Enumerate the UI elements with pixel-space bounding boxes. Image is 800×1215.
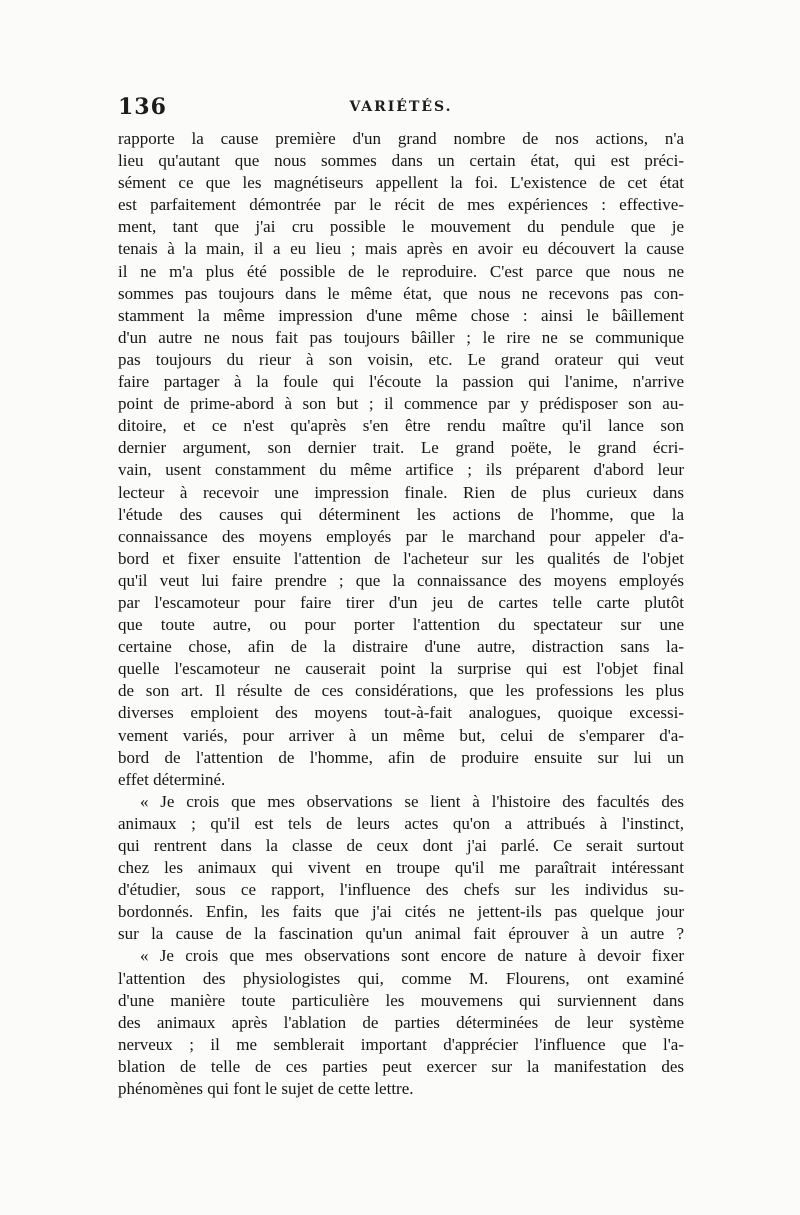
text-line: quelle l'escamoteur ne causerait point la surprise qui est l'objet final <box>118 659 684 679</box>
text-line: par l'escamoteur pour faire tirer d'un jeu de cartes telle carte plutôt <box>118 592 684 612</box>
page-number: 136 <box>118 94 167 120</box>
text-line: lecteur à recevoir une impression finale. Rien de plus curieux dans <box>118 482 684 502</box>
text-line: bord et fixer ensuite l'attention de l'acheteur sur les qualités de l'objet <box>118 548 684 568</box>
text-line: ment, tant que j'ai cru possible le mouvement du pendule que je <box>118 217 684 237</box>
text-line: nerveux ; il me semblerait important d'apprécier l'influence que l'a- <box>118 1034 684 1054</box>
text-line: diverses emploient des moyens tout-à-fait analogues, quoique excessi- <box>118 703 684 723</box>
text-line: connaissance des moyens employés par le marchand pour appeler d'a- <box>118 526 684 546</box>
text-line: l'attention des physiologistes qui, comme M. Flourens, ont examiné <box>118 968 684 988</box>
text-line: que toute autre, ou pour porter l'attention du spectateur sur une <box>118 615 684 635</box>
text-line: stamment la même impression d'une même chose : ainsi le bâillement <box>118 305 684 325</box>
text-line: pas toujours du rieur à son voisin, etc. Le grand orateur qui veut <box>118 349 684 369</box>
paragraph-end-line: effet déterminé. <box>118 769 226 789</box>
text-line: vement variés, pour arriver à un même but, celui de s'emparer d'a- <box>118 725 684 745</box>
text-line: des animaux après l'ablation de parties déterminées de leur système <box>118 1012 684 1032</box>
text-line: est parfaitement démontrée par le récit de mes expériences : effective- <box>118 195 684 215</box>
text-line: chez les animaux qui vivent en troupe qu'il me paraîtrait intéressant <box>118 858 684 878</box>
paragraph-end-line: phénomènes qui font le sujet de cette lettre. <box>118 1079 414 1099</box>
text-line: lieu qu'autant que nous sommes dans un certain état, qui est préci- <box>118 151 684 171</box>
text-line: d'une manière toute particulière les mouvemens qui surviennent dans <box>118 990 684 1010</box>
text-line: ditoire, et ce n'est qu'après s'en être rendu maître qu'il lance son <box>118 416 684 436</box>
page-header <box>118 94 684 124</box>
text-line: de son art. Il résulte de ces considérations, que les professions les plus <box>118 681 684 701</box>
text-line: vain, usent constamment du même artifice ; ils préparent d'abord leur <box>118 460 684 480</box>
text-line: point de prime-abord à son but ; il commence par y prédisposer son au- <box>118 394 684 414</box>
text-line: faire partager à la foule qui l'écoute la passion qui l'anime, n'arrive <box>118 372 684 392</box>
paragraph-start-line: « Je crois que mes observations se lient à l'histoire des facultés des <box>140 791 684 811</box>
text-line: dernier argument, son dernier trait. Le grand poëte, le grand écri- <box>118 438 684 458</box>
text-line: d'étudier, sous ce rapport, l'influence des chefs sur les individus su- <box>118 880 684 900</box>
text-line: rapporte la cause première d'un grand nombre de nos actions, n'a <box>118 129 684 148</box>
text-line: sur la cause de la fascination qu'un animal fait éprouver à un autre ? <box>118 924 684 944</box>
text-line: certaine chose, afin de la distraire d'une autre, distraction sans la- <box>118 637 684 657</box>
running-title: VARIÉTÉS. <box>349 99 453 115</box>
text-line: il ne m'a plus été possible de le reproduire. C'est parce que nous ne <box>118 261 684 281</box>
text-line: qu'il veut lui faire prendre ; que la connaissance des moyens employés <box>118 570 684 590</box>
text-line: bordonnés. Enfin, les faits que j'ai cités ne jettent-ils pas quelque jour <box>118 902 684 922</box>
text-line: qui rentrent dans la classe de ceux dont j'ai parlé. Ce serait surtout <box>118 836 684 855</box>
text-line: sément ce que les magnétiseurs appellent la foi. L'existence de cet état <box>118 173 684 193</box>
paragraph-start-line: « Je crois que mes observations sont encore de nature à devoir fixer <box>140 946 684 966</box>
text-line: blation de telle de ces parties peut exercer sur la manifestation des <box>118 1056 684 1076</box>
text-line: l'étude des causes qui déterminent les actions de l'homme, que la <box>118 504 684 524</box>
text-line: animaux ; qu'il est tels de leurs actes qu'on a attribués à l'instinct, <box>118 813 684 833</box>
text-line: d'un autre ne nous fait pas toujours bâiller ; le rire ne se communique <box>118 327 684 347</box>
body-text <box>118 128 684 1100</box>
text-line: sommes pas toujours dans le même état, que nous ne recevons pas con- <box>118 283 684 303</box>
text-line: tenais à la main, il a eu lieu ; mais après en avoir eu découvert la cause <box>118 239 684 259</box>
text-line: bord de l'attention de l'homme, afin de produire ensuite sur lui un <box>118 747 684 767</box>
